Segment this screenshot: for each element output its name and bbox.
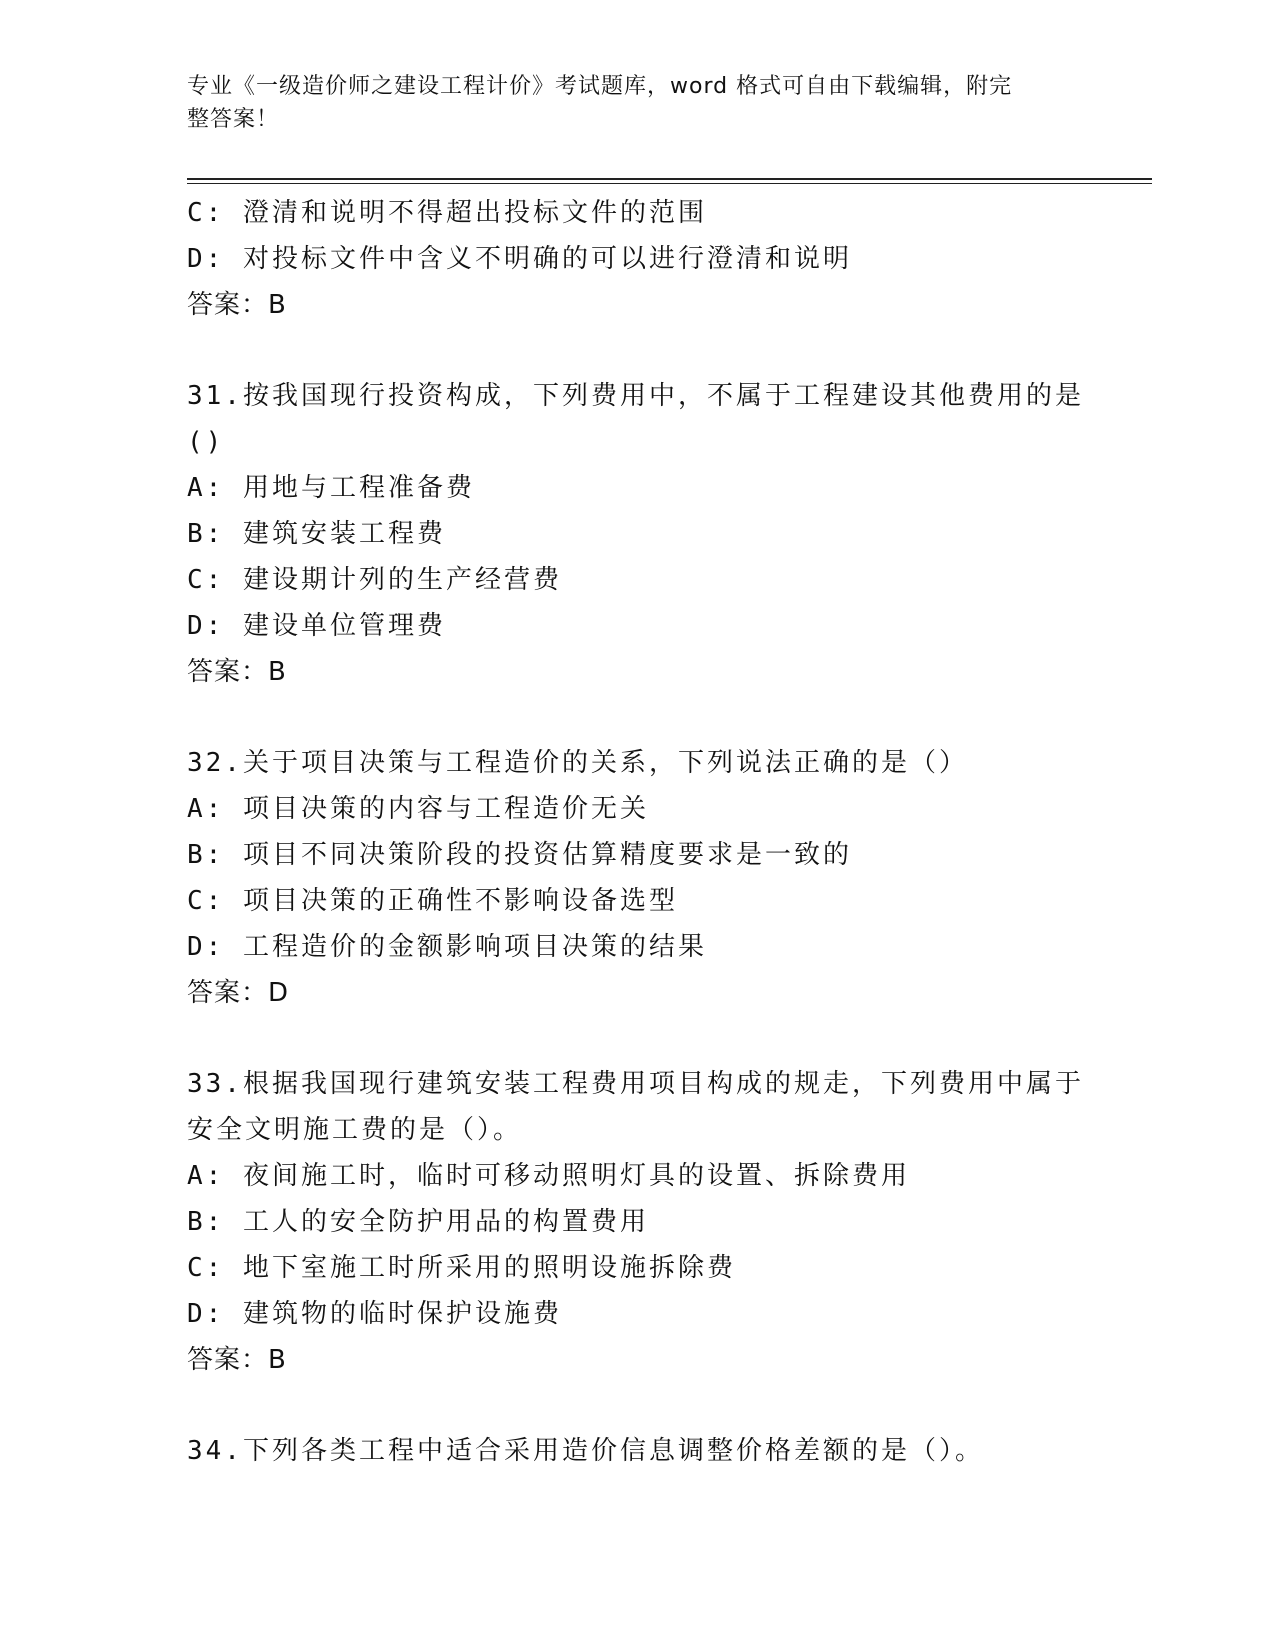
option-a: A: 夜间施工时，临时可移动照明灯具的设置、拆除费用 [187, 1161, 910, 1191]
header-line-1: 专业《一级造价师之建设工程计价》考试题库，word 格式可自由下载编辑，附完 [187, 74, 1013, 99]
question-31 [187, 373, 1087, 695]
question-stem: 31.按我国现行投资构成，下列费用中，不属于工程建设其他费用的是 [187, 381, 1084, 411]
option-d: D: 对投标文件中含义不明确的可以进行澄清和说明 [187, 244, 852, 274]
option-c: C: 地下室施工时所采用的照明设施拆除费 [187, 1253, 736, 1283]
question-34 [187, 1428, 1087, 1474]
header-line-2: 整答案！ [187, 107, 280, 132]
option-b: B: 项目不同决策阶段的投资估算精度要求是一致的 [187, 840, 852, 870]
option-a: A: 项目决策的内容与工程造价无关 [187, 794, 649, 824]
question-stem: 34.下列各类工程中适合采用造价信息调整价格差额的是（）。 [187, 1436, 984, 1466]
header-divider-thin [187, 183, 1152, 184]
question-stem: 33.根据我国现行建筑安装工程费用项目构成的规走，下列费用中属于 [187, 1069, 1084, 1099]
option-c: C: 建设期计列的生产经营费 [187, 565, 562, 595]
option-b: B: 工人的安全防护用品的构置费用 [187, 1207, 649, 1237]
question-stem-continued: 安全文明施工费的是（）。 [187, 1115, 523, 1145]
option-b: B: 建筑安装工程费 [187, 519, 446, 549]
question-list [187, 190, 1087, 1474]
answer: 答案：B [187, 290, 287, 320]
answer: 答案：B [187, 1345, 287, 1375]
option-d: D: 工程造价的金额影响项目决策的结果 [187, 932, 707, 962]
option-c: C: 项目决策的正确性不影响设备选型 [187, 886, 678, 916]
question-stem: 32.关于项目决策与工程造价的关系，下列说法正确的是（） [187, 748, 968, 778]
answer: 答案：B [187, 657, 287, 687]
option-d: D: 建筑物的临时保护设施费 [187, 1299, 562, 1329]
header-divider-thick [187, 178, 1152, 180]
option-a: A: 用地与工程准备费 [187, 473, 475, 503]
question-30-continued [187, 190, 1087, 328]
answer: 答案：D [187, 978, 290, 1008]
question-32 [187, 740, 1087, 1016]
question-stem-continued: () [187, 427, 225, 457]
option-c: C: 澄清和说明不得超出投标文件的范围 [187, 198, 707, 228]
document-header [187, 70, 1087, 136]
question-33 [187, 1061, 1087, 1383]
option-d: D: 建设单位管理费 [187, 611, 446, 641]
